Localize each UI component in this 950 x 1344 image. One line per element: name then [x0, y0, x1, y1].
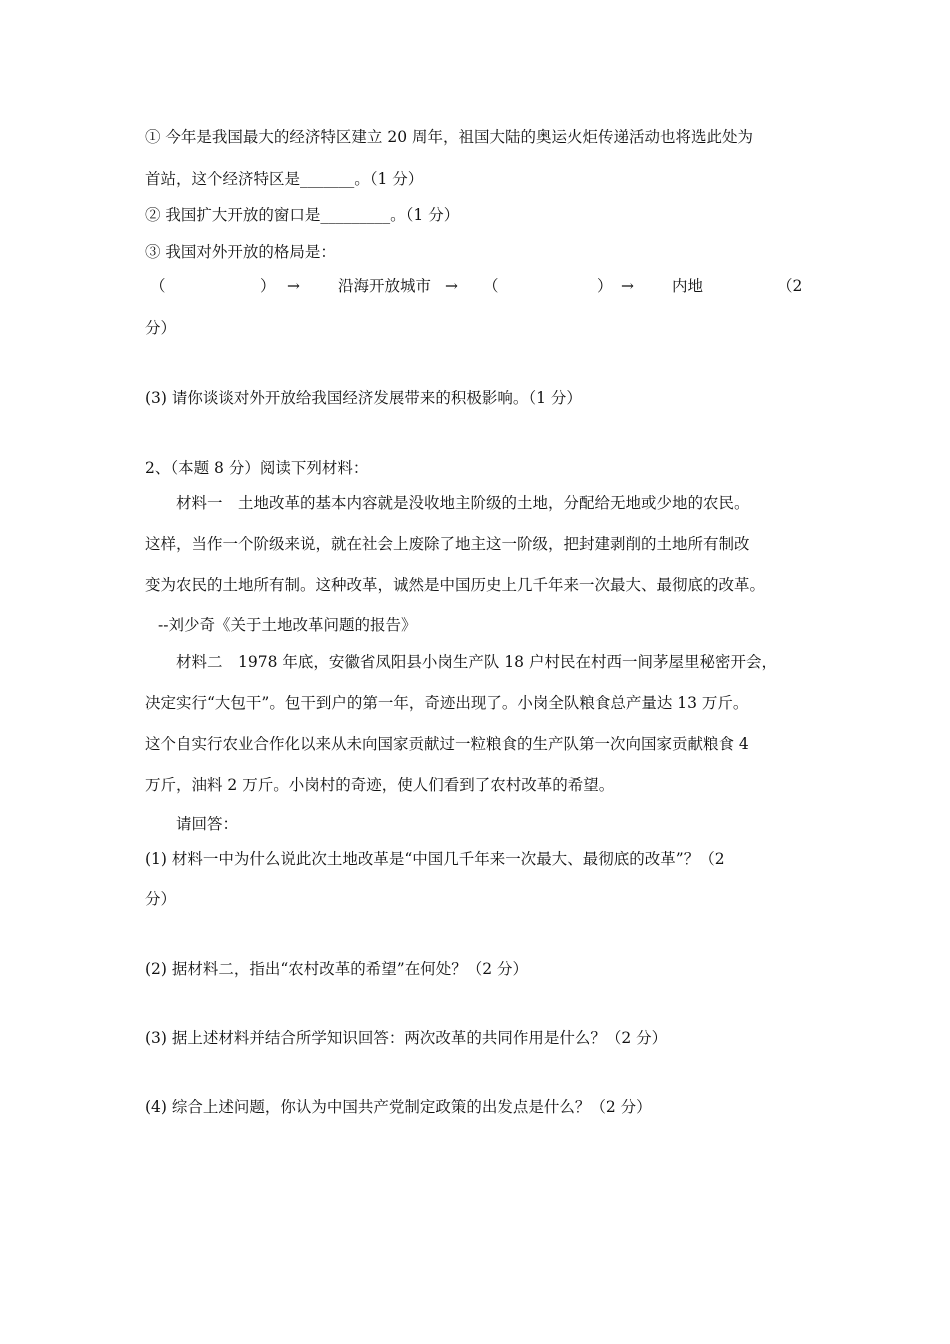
- q2-question1-line1: (1) 材料一中为什么说此次土地改革是“中国几千年来一次最大、最彻底的改革”？（2: [145, 850, 725, 868]
- flow-arrow-2: →: [445, 277, 458, 295]
- q2-question3: (3) 据上述材料并结合所学知识回答：两次改革的共同作用是什么？（2 分）: [145, 1029, 668, 1047]
- q2-question2: (2) 据材料二，指出“农村改革的希望”在何处？（2 分）: [145, 960, 529, 978]
- answer-prompt: 请回答：: [176, 815, 239, 833]
- material2-line1: 材料二 1978 年底，安徽省凤阳县小岗生产队 18 户村民在村西一间茅屋里秘密开会，: [176, 653, 777, 671]
- q1-sub2: ② 我国扩大开放的窗口是_________。（1 分）: [145, 206, 460, 224]
- material2-line4: 万斤，油料 2 万斤。小岗村的奇迹，使人们看到了农村改革的希望。: [145, 776, 615, 794]
- flow-item-coastal-cities: 沿海开放城市: [338, 277, 432, 295]
- flow-blank2-open: （: [483, 277, 499, 295]
- flow-blank1-close: ）: [260, 277, 276, 295]
- q2-question1-line2: 分）: [145, 890, 177, 908]
- material1-line3: 变为农民的土地所有制。这种改革，诚然是中国历史上几千年来一次最大、最彻底的改革。: [145, 576, 766, 594]
- material1-source: --刘少奇《关于土地改革问题的报告》: [158, 616, 417, 634]
- flow-score-continued: 分）: [145, 319, 177, 337]
- q1-sub1-line2: 首站，这个经济特区是_______。（1 分）: [145, 170, 424, 188]
- material2-line2: 决定实行“大包干”。包干到户的第一年，奇迹出现了。小岗全队粮食总产量达 13 万斤。: [145, 694, 749, 712]
- flow-arrow-3: →: [621, 277, 634, 295]
- q1-sub3: ③ 我国对外开放的格局是：: [145, 243, 336, 261]
- q1-part3: (3) 请你谈谈对外开放给我国经济发展带来的积极影响。（1 分）: [145, 389, 582, 407]
- flow-score: （2: [777, 277, 803, 295]
- flow-item-inland: 内地: [672, 277, 704, 295]
- flow-blank2-close: ）: [597, 277, 613, 295]
- q1-sub1-line1: ① 今年是我国最大的经济特区建立 20 周年，祖国大陆的奥运火炬传递活动也将选此处为: [145, 128, 754, 146]
- opening-pattern-flow: [145, 276, 805, 296]
- material1-line1: 材料一 土地改革的基本内容就是没收地主阶级的土地，分配给无地或少地的农民。: [176, 494, 750, 512]
- material1-line2: 这样，当作一个阶级来说，就在社会上废除了地主这一阶级，把封建剥削的土地所有制改: [145, 535, 750, 553]
- flow-arrow-1: →: [287, 277, 300, 295]
- flow-blank1-open: （: [150, 277, 166, 295]
- q2-heading: 2、（本题 8 分）阅读下列材料：: [145, 459, 369, 477]
- material2-line3: 这个自实行农业合作化以来从未向国家贡献过一粒粮食的生产队第一次向国家贡献粮食 4: [145, 735, 749, 753]
- q2-question4: (4) 综合上述问题，你认为中国共产党制定政策的出发点是什么？（2 分）: [145, 1098, 652, 1116]
